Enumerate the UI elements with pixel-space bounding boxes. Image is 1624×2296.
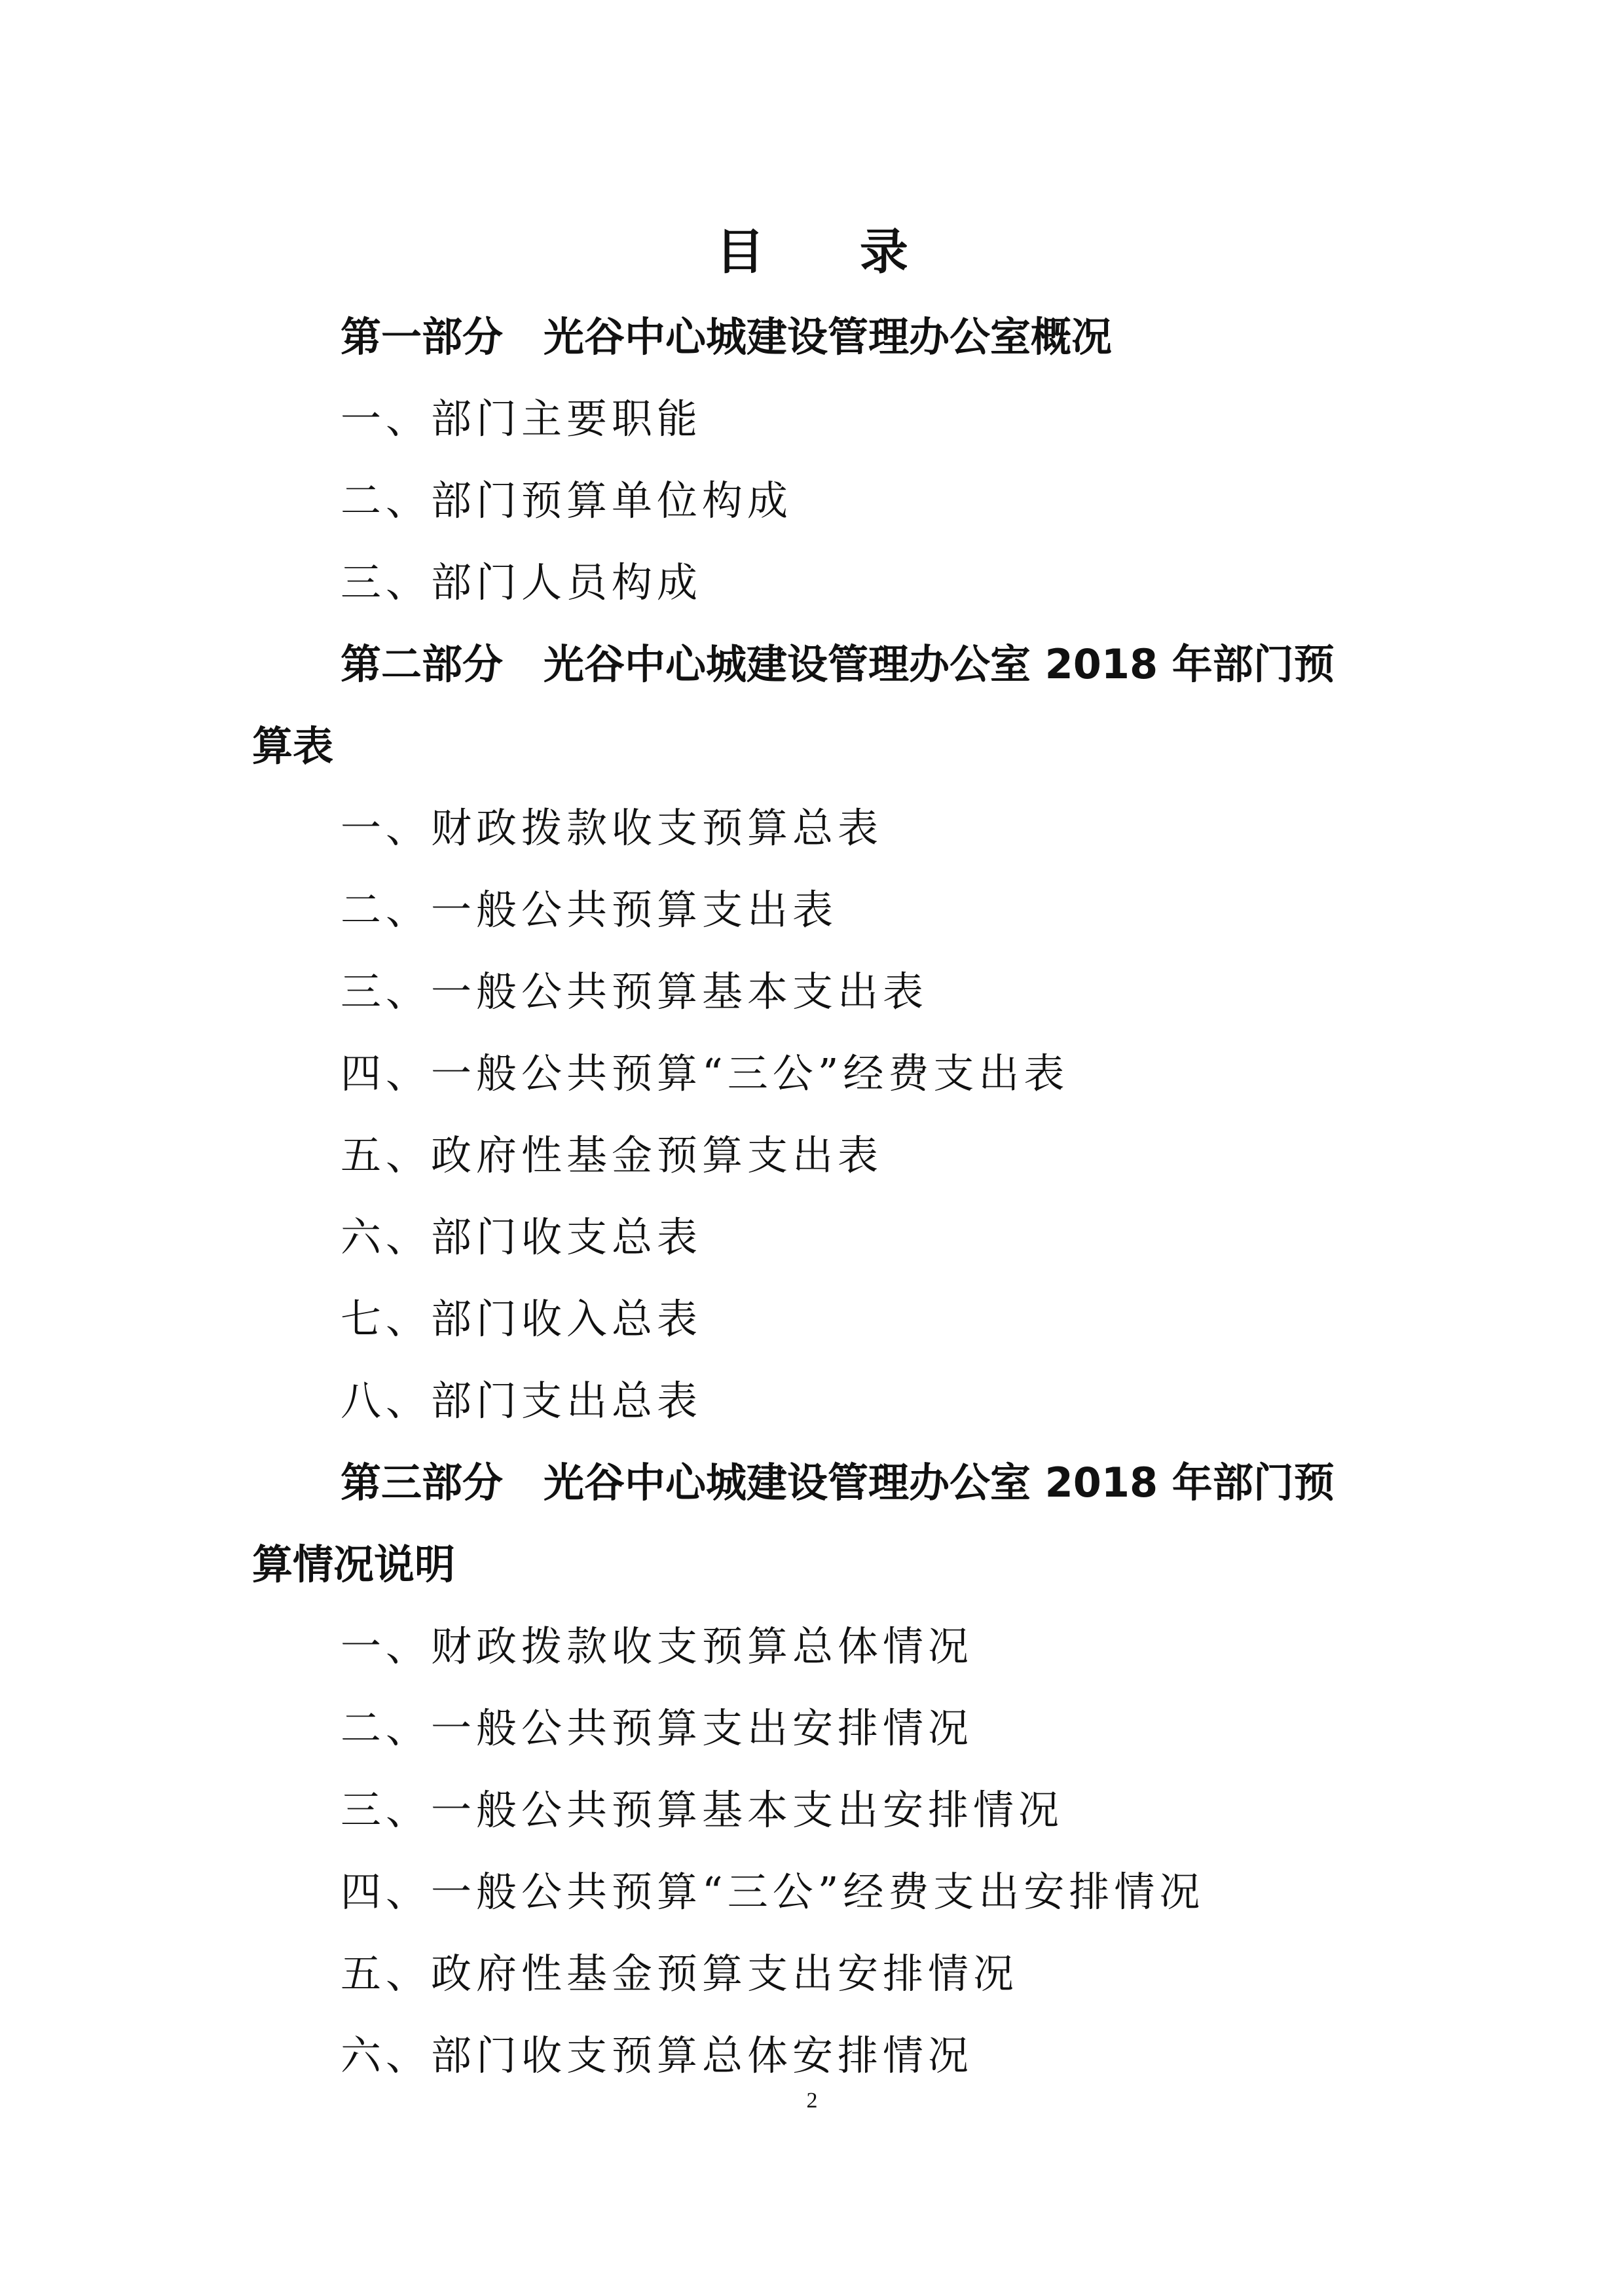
part-2-label: 第二部分 (341, 640, 504, 688)
toc-item: 一、财政拨款收支预算总表 (341, 804, 883, 852)
toc-item: 一、财政拨款收支预算总体情况 (341, 1622, 974, 1670)
toc-item: 一、部门主要职能 (341, 395, 703, 443)
page-number: 2 (806, 2088, 818, 2113)
part-3-heading-continued: 算情况说明 (252, 1540, 456, 1588)
part-3-heading (341, 1453, 1335, 1512)
toc-item: 三、一般公共预算基本支出安排情况 (341, 1786, 1064, 1834)
toc-item: 三、一般公共预算基本支出表 (341, 968, 929, 1015)
toc-item: 五、政府性基金预算支出安排情况 (341, 1950, 1019, 1997)
part-2-title: 光谷中心城建设管理办公室 2018 年部门预 (544, 640, 1335, 688)
toc-item: 六、部门收支总表 (341, 1213, 703, 1261)
toc-item: 六、部门收支预算总体安排情况 (341, 2032, 974, 2079)
toc-item: 八、部门支出总表 (341, 1377, 703, 1425)
toc-item: 七、部门收入总表 (341, 1295, 703, 1343)
part-1-heading (341, 308, 1112, 367)
part-1-label: 第一部分 (341, 313, 504, 361)
part-3-label: 第三部分 (341, 1459, 504, 1506)
part-1-title: 光谷中心城建设管理办公室概况 (544, 313, 1113, 361)
toc-item: 二、一般公共预算支出安排情况 (341, 1704, 974, 1752)
toc-item: 四、一般公共预算“三公”经费支出表 (341, 1049, 1069, 1097)
toc-item: 二、部门预算单位构成 (341, 477, 793, 524)
part-2-heading-continued: 算表 (252, 722, 334, 770)
toc-item: 五、政府性基金预算支出表 (341, 1131, 883, 1179)
toc-item: 三、部门人员构成 (341, 558, 703, 606)
part-2-heading (341, 635, 1335, 694)
toc-item: 四、一般公共预算“三公”经费支出安排情况 (341, 1868, 1205, 1916)
toc-item: 二、一般公共预算支出表 (341, 886, 838, 934)
toc-title: 目 录 (716, 224, 948, 280)
part-3-title: 光谷中心城建设管理办公室 2018 年部门预 (544, 1459, 1335, 1506)
